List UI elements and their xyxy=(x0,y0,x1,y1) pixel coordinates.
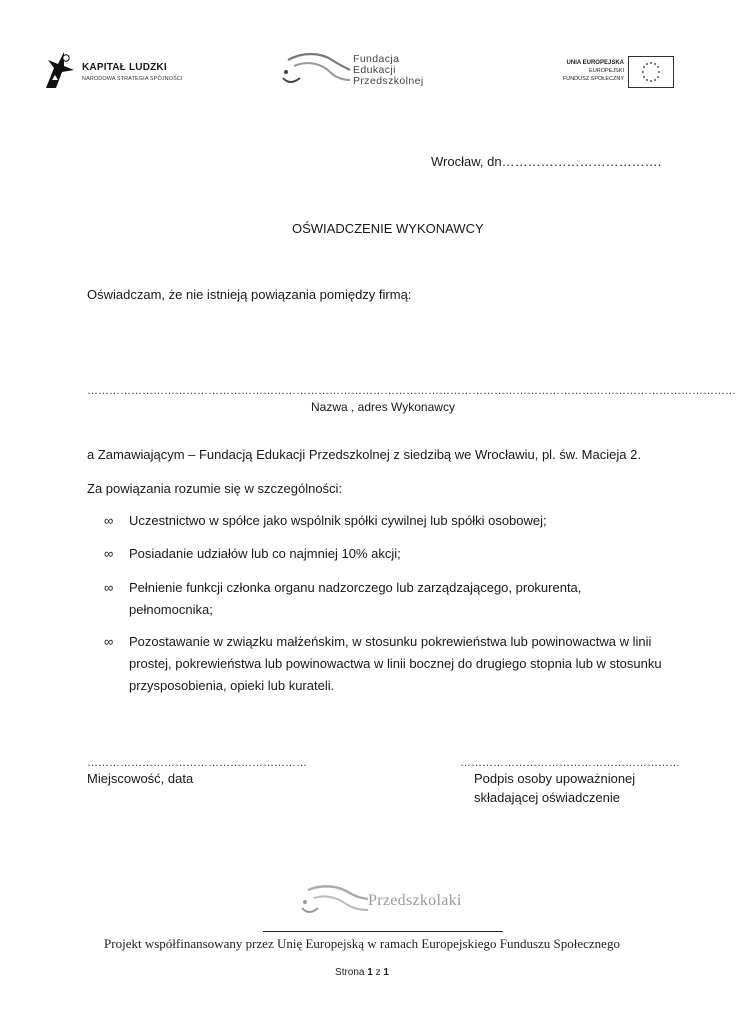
kapital-ludzki-emblem-icon xyxy=(42,48,78,90)
przedszkolaki-text: Przedszkolaki xyxy=(368,892,462,909)
list-item-text: Pełnienie funkcji członka organu nadzorczego lub zarządzającego, prokurenta, pełnomocnika; xyxy=(129,580,582,617)
sign-left-dotted-line: …………………………………………………… xyxy=(87,757,307,769)
infinity-bullet-icon: ∞ xyxy=(104,580,114,595)
fundacja-name: Fundacja Edukacji Przedszkolnej xyxy=(353,53,424,87)
contractor-caption: Nazwa , adres Wykonawcy xyxy=(311,400,455,414)
document-title: OŚWIADCZENIE WYKONAWCY xyxy=(292,221,484,236)
przedszkolaki-logo xyxy=(298,882,468,922)
kapital-ludzki-title: KAPITAŁ LUDZKI xyxy=(82,62,167,73)
footer-divider xyxy=(263,931,503,932)
ue-logo xyxy=(548,55,676,91)
fundacja-swoosh-icon xyxy=(280,50,352,90)
ue-text: UNIA EUROPEJSKA EUROPEJSKI FUNDUSZ SPOŁECZNY xyxy=(562,60,624,82)
list-item-text: Uczestnictwo w spółce jako wspólnik spółki cywilnej lub spółki osobowej; xyxy=(129,513,547,528)
sign-right-label-2: składającej oświadczenie xyxy=(474,790,620,805)
kapital-ludzki-logo xyxy=(42,48,192,90)
intro-text: Oświadczam, że nie istnieją powiązania pomiędzy firmą: xyxy=(87,287,412,302)
list-item-text: Pozostawanie w związku małżeńskim, w stosunku pokrewieństwa lub powinowactwa w linii prostej, pokrewieństwa lub powinowactwa w linii bocznej do drugiego stopnia lub w stosunku przysposobienia, opieki lub kurateli. xyxy=(129,634,662,693)
eu-flag-icon xyxy=(628,56,674,88)
client-sentence: a Zamawiającym – Fundacją Edukacji Przedszkolnej z siedzibą we Wrocławiu, pl. św. Macieja 2. xyxy=(87,447,641,462)
infinity-bullet-icon: ∞ xyxy=(104,513,114,528)
kapital-ludzki-subtitle: NARODOWA STRATEGIA SPÓJNOŚCI xyxy=(82,76,183,82)
page-number: Strona 1 z 1 xyxy=(335,967,389,978)
fundacja-logo xyxy=(280,50,440,92)
infinity-bullet-icon: ∞ xyxy=(104,546,114,561)
relations-intro: Za powiązania rozumie się w szczególności: xyxy=(87,481,343,496)
sign-right-label-1: Podpis osoby upoważnionej xyxy=(474,771,636,786)
list-item-text: Posiadanie udziałów lub co najmniej 10% akcji; xyxy=(129,546,401,561)
contractor-dotted-line: …………………………………………………………………………………………………………………………………………………………… xyxy=(87,385,736,397)
przedszkolaki-swoosh-icon xyxy=(298,882,370,922)
project-funding-text: Projekt współfinansowany przez Unię Europejską w ramach Europejskiego Funduszu Społecznego xyxy=(104,936,620,951)
place-date: Wrocław, dn………………………………. xyxy=(431,154,662,169)
sign-right-dotted-line: …………………………………………………… xyxy=(460,757,680,769)
infinity-bullet-icon: ∞ xyxy=(104,634,114,649)
sign-left-label: Miejscowość, data xyxy=(87,771,194,786)
